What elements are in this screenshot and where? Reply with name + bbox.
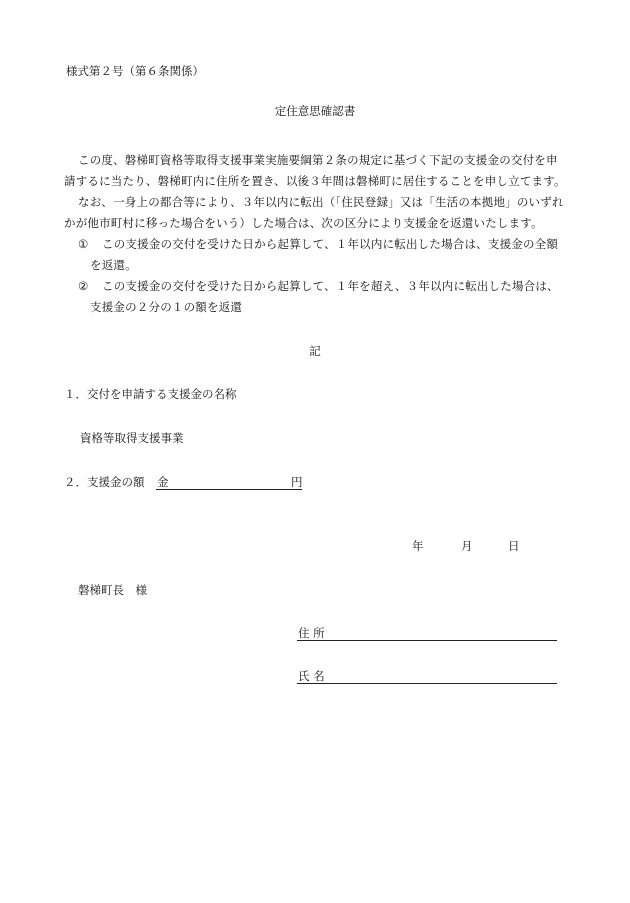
- item-line: 支援金の２分の１の額を返還: [90, 300, 243, 314]
- form-label: 様式第２号（第６条関係）: [66, 64, 204, 78]
- address-label: 住 所: [298, 626, 325, 640]
- item-line: この支援金の交付を受けた日から起算して、１年以内に転出した場合は、支援金の全額: [102, 237, 559, 251]
- date-day: 日: [508, 539, 520, 553]
- addressee: 磐梯町長 様: [78, 583, 147, 597]
- item-marker: ①: [78, 237, 89, 251]
- paragraph-line: なお、一身上の都合等により、３年以内に転出（「住民登録」又は「生活の本拠地」のいずれ: [78, 195, 564, 209]
- name-label: 氏 名: [298, 669, 325, 683]
- ki-heading: 記: [309, 344, 321, 358]
- amount-suffix: 円: [291, 475, 303, 489]
- date-year: 年: [412, 539, 424, 553]
- amount-underline: [156, 489, 302, 490]
- amount-prefix: 金: [157, 475, 169, 489]
- section1-title: １．交付を申請する支援金の名称: [64, 387, 237, 401]
- section1-value: 資格等取得支援事業: [80, 431, 184, 445]
- section2-title: ２．支援金の額: [64, 475, 145, 489]
- document-title: 定住意思確認書: [274, 104, 356, 118]
- item-marker: ②: [78, 279, 89, 293]
- date-month: 月: [461, 539, 473, 553]
- item-line: この支援金の交付を受けた日から起算して、１年を超え、３年以内に転出した場合は、: [102, 279, 559, 293]
- paragraph-line: 請するに当たり、磐梯町内に住所を置き、以後３年間は磐梯町に居住することを申し立てます。: [64, 174, 566, 188]
- paragraph-line: この度、磐梯町資格等取得支援事業実施要綱第２条の規定に基づく下記の支援金の交付を申: [78, 153, 558, 167]
- address-line: [297, 640, 557, 641]
- paragraph-line: かが他市町村に移った場合をいう）した場合は、次の区分により支援金を返還いたします。: [64, 216, 543, 230]
- item-line: を返還。: [90, 258, 137, 272]
- name-line: [297, 683, 557, 684]
